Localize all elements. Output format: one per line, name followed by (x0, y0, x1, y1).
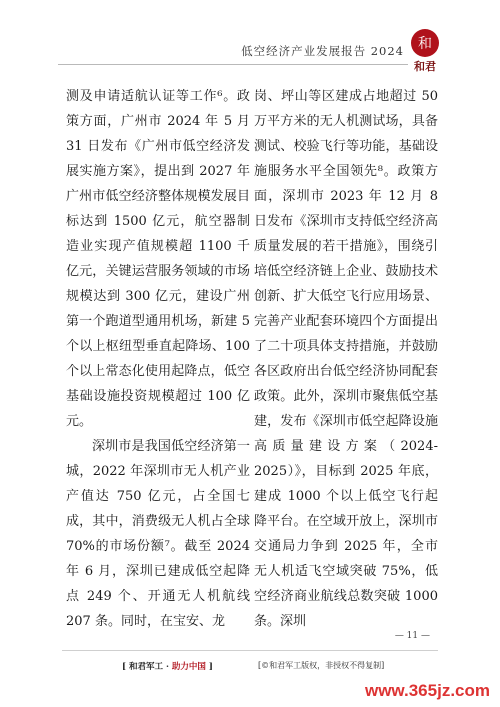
hejun-seal-icon (410, 28, 440, 58)
footer-copyright: [©和君军工版权，非授权不得复制] (258, 661, 385, 670)
left-column (66, 84, 250, 634)
footer-brand-accent: 助力中国 (171, 662, 206, 672)
seal-glyph: 和 (418, 36, 432, 52)
left-paragraph-1: 测及申请适航认证等工作⁶。政策方面，广州市 2024 年 5 月 31 日发布《广州市低空经济发展实施方案》，提出到 2027 年广州市低空经济整体规模发展目标达到 1500 亿元，航空器制造业实现产值规模超 1100 千亿元，关键运营服务领域的市场规模达到 300 亿元，建设广州第一个跑道型通用机场，新建 5 个以上枢纽型垂直起降场、100 个以上常态化使用起降点，低空基础设施投资规模超过 100 亿元。 (66, 89, 250, 429)
logo-text: 和君 (414, 60, 436, 73)
watermark-text: www.365jz.com (364, 681, 490, 700)
header-rule (58, 64, 408, 65)
page-header (0, 0, 500, 72)
left-paragraph-2: 深圳市是我国低空经济第一城，2022 年深圳市无人机产业产值达 750 亿元，占全国七成，其中，消费级无人机占全球 70%的市场份额⁷。截至 2024 年 6 月，深圳已建成低空起降点 249 个、开通无人机航线 207 条。同时，在宝安、龙 (66, 439, 250, 629)
footer-brand (122, 660, 213, 672)
header-title: 低空经济产业发展报告 2024 (241, 44, 404, 58)
page-number: — 11 — (394, 631, 430, 641)
right-column (254, 84, 438, 634)
footer-brand-prefix: [ 和君军工 · (122, 662, 172, 672)
right-paragraph-1: 岗、坪山等区建成占地超过 50 万平方米的无人机测试场，具备测试、校验飞行等功能，基础设施服务水平全国领先⁸。政策方面，深圳市 2023 年 12 月 8 日发布《深圳市支持低空经济高质量发展的若干措施》，围绕引培低空经济链上企业、鼓励技术创新、扩大低空飞行应用场景、完善产业配套环境四个方面提出了二十项具体支持措施，并鼓励各区政府出台低空经济协同配套政策。此外，深圳市聚焦低空基建，发布《深圳市低空起降设施高质量建设方案（2024-2025）》，目标到 2025 年底，建成 1000 个以上低空飞行起降平台。在空域开放上，深圳市交通局力争到 2025 年，全市无人机适飞空域突破 75%，低空经济商业航线总数突破 1000 条。深圳 (254, 89, 438, 629)
footer-rule (62, 650, 438, 651)
footer-brand-suffix: ] (205, 662, 213, 672)
